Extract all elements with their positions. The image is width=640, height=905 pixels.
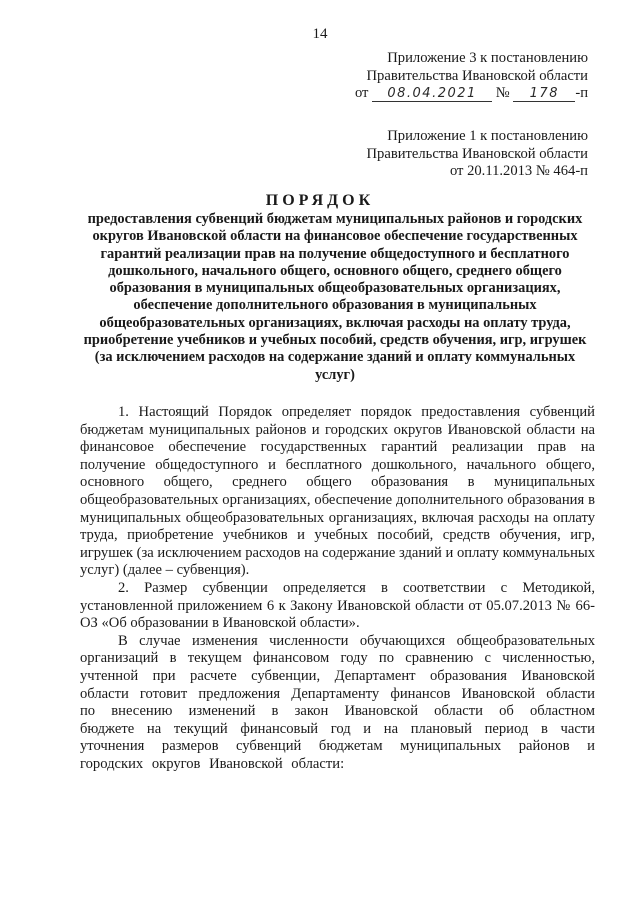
annex-1-line-3: от 20.11.2013 № 464-п bbox=[449, 163, 588, 179]
document-subtitle: предоставления субвенций бюджетам муниципальных районов и городских округов Ивановской области на финансовое обеспечение государственных гарантий реализации прав на получение общедоступного и бесплатного дошкольного, начального общего, основного общего, среднего общего образования в муниципальных общеобразовательных организациях, обеспечение дополнительного образования в муниципальных общеобразовательных организациях, включая расходы на оплату труда, приобретение учебников и учебных пособий, средств обучения, игр, игрушек (за исключением расходов на содержание зданий и оплату коммунальных услуг) bbox=[83, 211, 587, 383]
number-sign: № bbox=[495, 85, 510, 101]
paragraph-2: 2. Размер субвенции определяется в соответствии с Методикой, установленной приложением 6 к Закону Ивановской области от 05.07.2013 № 66-ОЗ «Об образовании в Ивановской области». bbox=[80, 579, 595, 632]
document-title: ПОРЯДОК bbox=[265, 192, 375, 209]
paragraph-3: В случае изменения численности обучающихся общеобразовательных организаций в текущем финансовом году по сравнению с численностью, учтенной при расчете субвенции, Департамент образования Ивановской области готовит предложения Департаменту финансов Ивановской области по внесению изменений в закон Ивановской области об областном бюджете на текущий финансовый год и на плановый период в части уточнения размеров субвенций бюджетам муниципальных районов и городских округов Ивановской области: bbox=[80, 632, 595, 772]
paragraph-1: 1. Настоящий Порядок определяет порядок предоставления субвенций бюджетам муниципальных районов и городских округов Ивановской области на финансовое обеспечение государственных гарантий реализации прав на получение общедоступного и бесплатного дошкольного, начального общего, основного общего, среднего общего образования в муниципальных общеобразовательных организациях, обеспечение дополнительного образования в муниципальных общеобразовательных организациях, включая расходы на оплату труда, приобретение учебников и учебных пособий, средств обучения, игр, игрушек (за исключением расходов на содержание зданий и оплату коммунальных услуг) (далее – субвенция). bbox=[80, 404, 595, 579]
page-number: 14 bbox=[312, 26, 328, 42]
annex-3-line-2: Правительства Ивановской области bbox=[366, 67, 588, 84]
annex-1-line-2: Правительства Ивановской области bbox=[366, 145, 588, 162]
handwritten-number: 178 bbox=[513, 86, 575, 102]
from-label: от bbox=[354, 85, 369, 101]
document-body bbox=[80, 404, 595, 773]
annex-3-line-3 bbox=[355, 85, 588, 103]
handwritten-date: 08.04.2021 bbox=[372, 86, 492, 102]
annex-1-header bbox=[367, 128, 588, 181]
annex-3-header bbox=[355, 50, 588, 103]
annex-1-line-1: Приложение 1 к постановлению bbox=[387, 128, 588, 144]
annex-3-line-1: Приложение 3 к постановлению bbox=[387, 50, 588, 66]
number-suffix: -п bbox=[575, 85, 588, 101]
